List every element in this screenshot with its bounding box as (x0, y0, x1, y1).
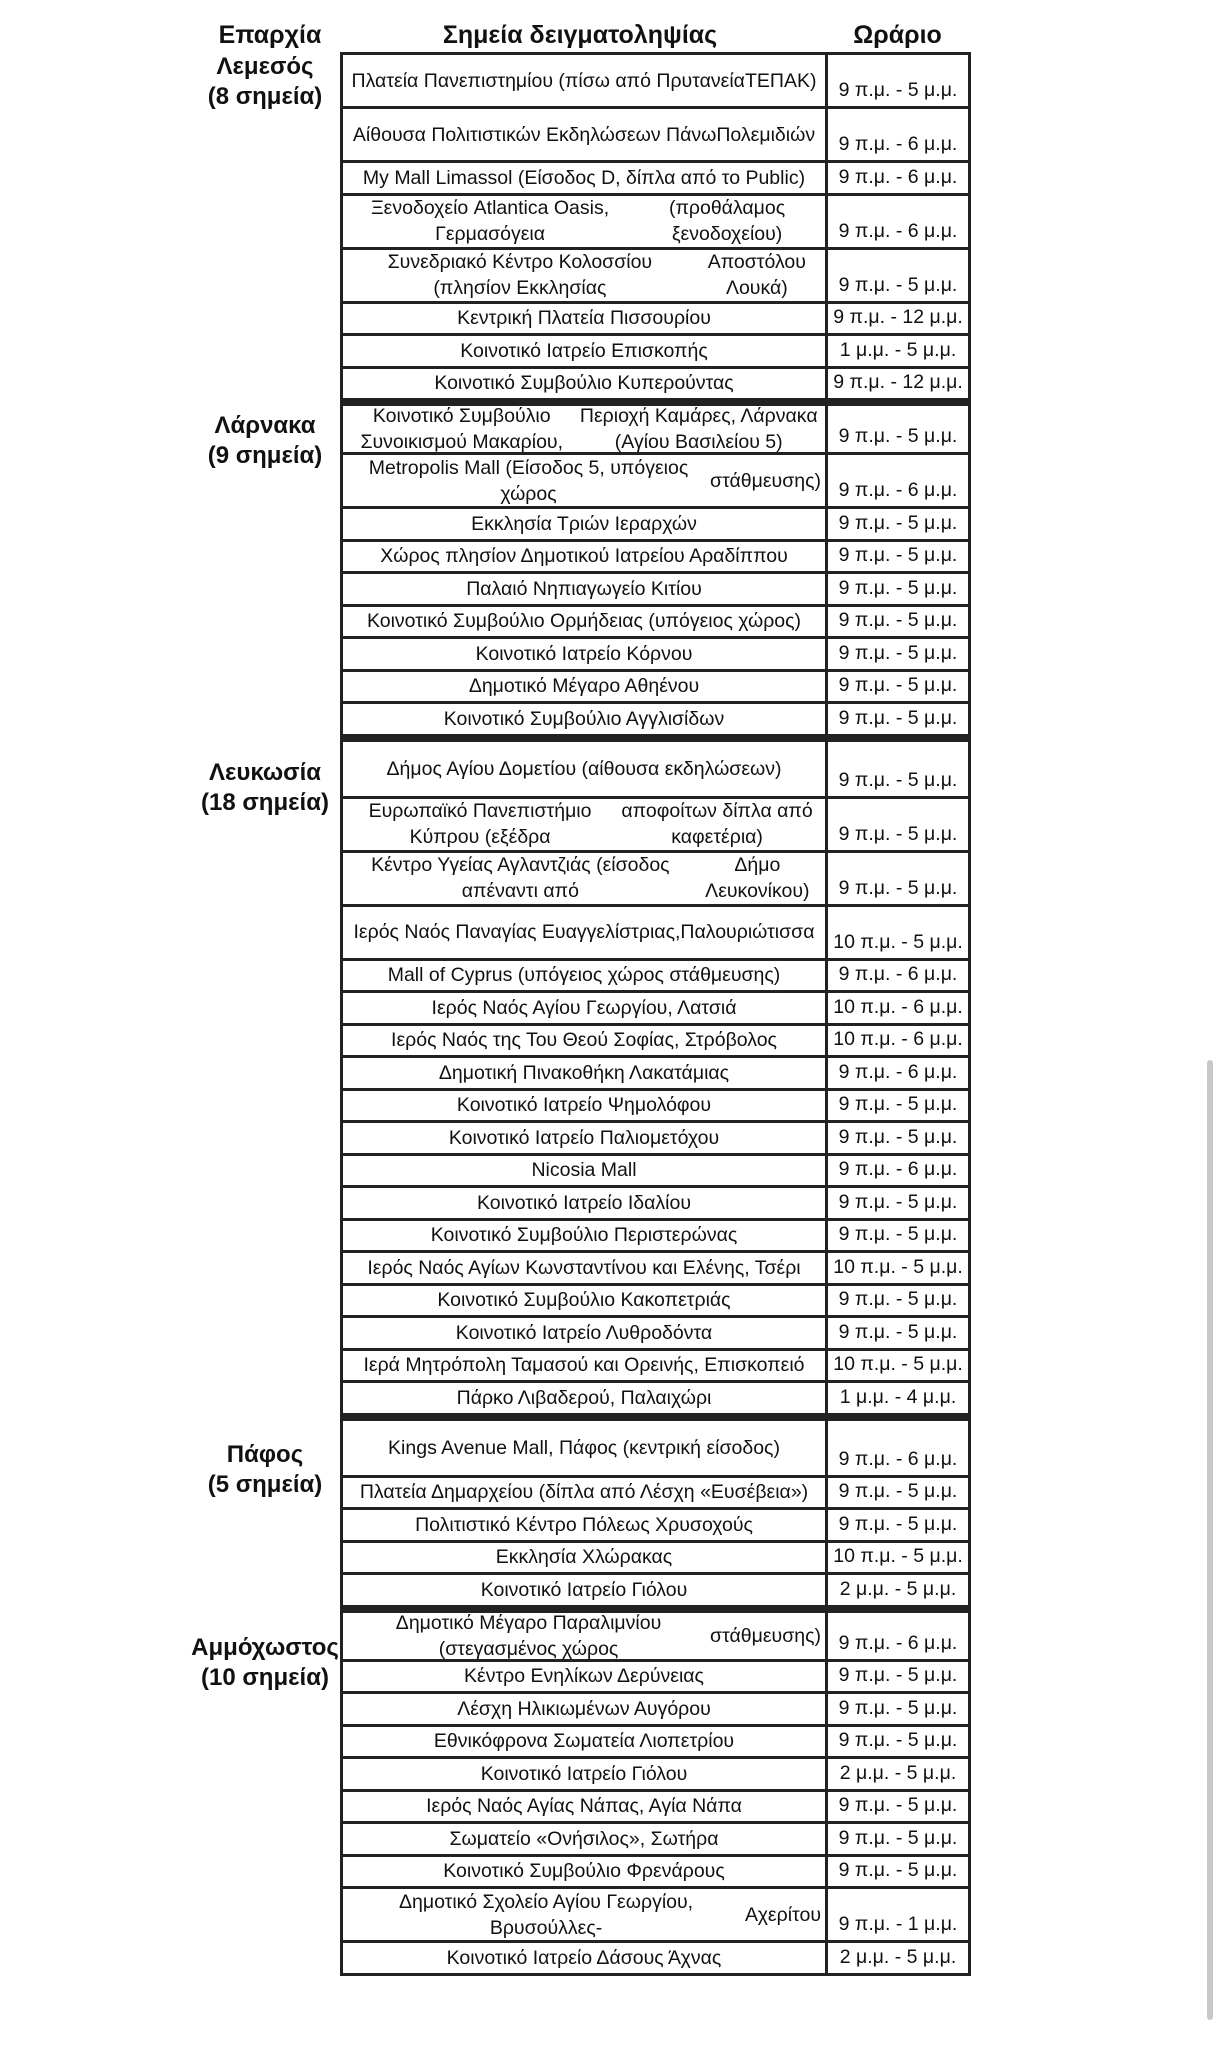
location-line: Κοινοτικό Ιατρείο Ιδαλίου (477, 1191, 691, 1214)
table-row (343, 1759, 968, 1792)
sampling-location (343, 1026, 828, 1056)
table-row (343, 1608, 968, 1662)
sampling-location (343, 853, 828, 904)
sampling-location (343, 1351, 828, 1381)
region-name: Λάρνακα (214, 412, 316, 439)
sampling-location (343, 304, 828, 334)
opening-hours: 10 π.μ. - 5 μ.μ. (833, 1545, 963, 1567)
location-line: στάθμευσης) (710, 469, 821, 492)
location-line: Κοινοτικό Ιατρείο Γιόλου (480, 1762, 688, 1785)
table-row (343, 1510, 968, 1543)
sampling-location (343, 704, 828, 734)
table-row (343, 1792, 968, 1825)
location-line: Κοινοτικό Συμβούλιο Συνοικισμού Μακαρίου, (360, 405, 564, 453)
table-row (343, 109, 968, 163)
table-row (343, 542, 968, 575)
sampling-location (343, 369, 828, 399)
sampling-location (343, 639, 828, 669)
location-line: (προθάλαμος ξενοδοχείου) (668, 197, 786, 245)
opening-hours: 9 π.μ. - 5 μ.μ. (838, 1696, 958, 1719)
table-row (343, 55, 968, 109)
location-line: Δημοτικό Σχολείο Αγίου Γεωργίου, Βρυσούλλες- (398, 1890, 694, 1939)
location-line: Κοινοτικό Συμβούλιο Φρενάρους (443, 1860, 725, 1883)
opening-hours: 9 π.μ. - 5 μ.μ. (838, 1826, 958, 1849)
opening-hours: 9 π.μ. - 6 μ.μ. (838, 1447, 958, 1470)
table-row (343, 853, 968, 907)
location-line: Κοινοτικό Ιατρείο Λυθροδόντα (455, 1321, 713, 1344)
location-line: Ιερός Ναός Αγίου Γεωργίου, Λατσιά (431, 996, 737, 1019)
sampling-location (343, 574, 828, 604)
opening-hours: 9 π.μ. - 5 μ.μ. (838, 1093, 958, 1115)
table-row (343, 1478, 968, 1511)
location-line: Ιερά Μητρόπολη Ταμασού και Ορεινής, Επισκοπειό (363, 1354, 805, 1377)
location-line: Δημοτική Πινακοθήκη Λακατάμιας (438, 1061, 730, 1084)
sampling-location (343, 961, 828, 991)
opening-hours: 9 π.μ. - 5 μ.μ. (838, 273, 958, 296)
table-row (343, 304, 968, 337)
sampling-location (343, 509, 828, 539)
location-line: Πολιτιστικό Κέντρο Πόλεως Χρυσοχούς (415, 1513, 753, 1536)
sampling-location (343, 1824, 828, 1854)
sampling-location (343, 109, 828, 160)
region-famagusta (160, 1633, 370, 1693)
region-name: Πάφος (226, 1441, 304, 1468)
sampling-points-table (340, 52, 971, 1976)
sampling-location (343, 1943, 828, 1973)
location-line: Παλαιό Νηπιαγωγείο Κιτίου (466, 577, 702, 600)
location-line: Δημοτικό Μέγαρο Αθηένου (468, 675, 700, 698)
location-line: Κοινοτικό Ιατρείο Κόρνου (475, 642, 693, 665)
sampling-location (343, 163, 828, 193)
table-row (343, 1058, 968, 1091)
location-line: Συνεδριακό Κέντρο Κολοσσίου (πλησίον Εκκλησίας (387, 251, 653, 299)
sampling-location (343, 672, 828, 702)
table-row (343, 1156, 968, 1189)
opening-hours: 9 π.μ. - 6 μ.μ. (838, 133, 958, 155)
sampling-location (343, 1792, 828, 1822)
sampling-location (343, 799, 828, 850)
table-row (343, 369, 968, 402)
sampling-location (343, 196, 828, 247)
sampling-location (343, 1058, 828, 1088)
sampling-location (343, 1421, 828, 1475)
region-count: (9 σημεία) (207, 442, 323, 469)
region-limassol (160, 52, 370, 112)
opening-hours: 2 μ.μ. - 5 μ.μ. (839, 1577, 957, 1600)
location-line: Ευρωπαϊκό Πανεπιστήμιο Κύπρου (εξέδρα (368, 800, 592, 848)
opening-hours: 9 π.μ. - 5 μ.μ. (838, 1794, 958, 1816)
sampling-location (343, 1543, 828, 1573)
location-line: Δημοτικό Μέγαρο Παραλιμνίου (στεγασμένος χώρος (395, 1611, 662, 1660)
location-line: αποφοίτων δίπλα από καφετέρια) (621, 800, 813, 848)
table-row (343, 1727, 968, 1760)
opening-hours: 9 π.μ. - 5 μ.μ. (838, 706, 958, 729)
opening-hours: 9 π.μ. - 5 μ.μ. (838, 609, 958, 631)
location-line: My Mall Limassol (Είσοδος D, δίπλα από το Public) (362, 166, 806, 189)
location-line: Ξενοδοχείο Atlantica Oasis, Γερμασόγεια (371, 197, 610, 245)
table-row (343, 799, 968, 853)
location-line: Αίθουσα Πολιτιστικών Εκδηλώσεων Πάνω (352, 123, 717, 146)
opening-hours: 9 π.μ. - 5 μ.μ. (838, 1859, 958, 1881)
location-line: Πολεμιδιών (716, 123, 816, 146)
table-row (343, 455, 968, 509)
table-row (343, 1188, 968, 1221)
location-line: Εκκλησία Τριών Ιεραρχών (471, 512, 697, 535)
sampling-location (343, 1091, 828, 1121)
location-line: Χώρος πλησίον Δημοτικού Ιατρείου Αραδίππου (380, 545, 788, 568)
opening-hours: 9 π.μ. - 6 μ.μ. (838, 1631, 958, 1654)
table-row (343, 1694, 968, 1727)
region-paphos (160, 1440, 370, 1500)
header-sampling-points: Σημεία δειγματοληψίας (442, 21, 718, 49)
location-line: Κοινοτικό Ιατρείο Ψημολόφου (456, 1094, 712, 1117)
location-line: Mall of Cyprus (υπόγειος χώρος στάθμευσης) (387, 964, 781, 987)
location-line: Ιερός Ναός Αγίων Κωνσταντίνου και Ελένης, Τσέρι (367, 1256, 801, 1279)
sampling-location (343, 1575, 828, 1605)
table-row (343, 1889, 968, 1943)
sampling-location (343, 1286, 828, 1316)
opening-hours: 9 π.μ. - 5 μ.μ. (838, 511, 958, 534)
table-row (343, 1857, 968, 1890)
opening-hours: 9 π.μ. - 5 μ.μ. (838, 544, 958, 566)
sampling-location (343, 542, 828, 572)
table-row (343, 1253, 968, 1286)
opening-hours: 9 π.μ. - 12 μ.μ. (833, 371, 963, 393)
table-row (343, 1662, 968, 1695)
table-row (343, 1575, 968, 1608)
location-line: Σωματείο «Ονήσιλος», Σωτήρα (449, 1827, 719, 1850)
location-line: ΤΕΠΑΚ) (744, 69, 817, 92)
opening-hours: 10 π.μ. - 5 μ.μ. (833, 1353, 963, 1375)
location-line: Κοινοτικό Συμβούλιο Κυπερούντας (434, 372, 734, 395)
sampling-location (343, 1694, 828, 1724)
opening-hours: 9 π.μ. - 6 μ.μ. (838, 219, 958, 242)
region-larnaca (160, 411, 370, 471)
location-line: Κέντρο Ενηλίκων Δερύνειας (464, 1665, 704, 1688)
sampling-location (343, 1889, 828, 1940)
location-line: Ιερός Ναός Αγίας Νάπας, Αγία Νάπα (426, 1795, 742, 1818)
opening-hours: 9 π.μ. - 5 μ.μ. (838, 876, 958, 899)
location-line: Εθνικόφρονα Σωματεία Λιοπετρίου (433, 1730, 735, 1753)
region-count: (10 σημεία) (201, 1664, 329, 1691)
table-row (343, 993, 968, 1026)
location-line: Παλουριώτισσα (680, 921, 815, 943)
opening-hours: 9 π.μ. - 5 μ.μ. (838, 822, 958, 845)
opening-hours: 9 π.μ. - 6 μ.μ. (838, 1158, 958, 1180)
region-name: Λευκωσία (208, 759, 322, 786)
location-line: Πάρκο Λιβαδερού, Παλαιχώρι (456, 1386, 712, 1409)
table-row (343, 1943, 968, 1976)
opening-hours: 10 π.μ. - 5 μ.μ. (833, 930, 963, 953)
header-hours: Ωράριο (853, 21, 942, 49)
location-line: Δήμος Αγίου Δομετίου (αίθουσα εκδηλώσεων) (386, 757, 782, 780)
table-row (343, 737, 968, 799)
sampling-location (343, 1123, 828, 1153)
opening-hours: 1 μ.μ. - 4 μ.μ. (839, 1385, 957, 1408)
opening-hours: 9 π.μ. - 5 μ.μ. (838, 641, 958, 664)
opening-hours: 9 π.μ. - 12 μ.μ. (833, 306, 963, 328)
table-row (343, 574, 968, 607)
sampling-location (343, 250, 828, 301)
opening-hours: 10 π.μ. - 5 μ.μ. (833, 1255, 963, 1278)
location-line: Ιερός Ναός της Του Θεού Σοφίας, Στρόβολος (391, 1029, 777, 1052)
opening-hours: 9 π.μ. - 5 μ.μ. (838, 768, 958, 791)
sampling-location (343, 55, 828, 106)
opening-hours: 9 π.μ. - 6 μ.μ. (838, 165, 958, 188)
sampling-location (343, 1727, 828, 1757)
location-line: Κοινοτικό Ιατρείο Δάσους Άχνας (446, 1946, 722, 1969)
table-row (343, 1123, 968, 1156)
table-row (343, 672, 968, 705)
region-nicosia (160, 758, 370, 818)
table-row (343, 639, 968, 672)
table-row (343, 509, 968, 542)
table-row (343, 1221, 968, 1254)
sampling-location (343, 455, 828, 506)
table-row (343, 1318, 968, 1351)
table-row (343, 250, 968, 304)
opening-hours: 9 π.μ. - 5 μ.μ. (838, 1320, 958, 1343)
table-row (343, 1416, 968, 1478)
opening-hours: 10 π.μ. - 6 μ.μ. (833, 1028, 963, 1050)
sampling-location (343, 1478, 828, 1508)
region-count: (5 σημεία) (207, 1471, 323, 1498)
location-line: Δήμο Λευκονίκου) (705, 854, 810, 902)
sampling-location (343, 907, 828, 958)
table-row (343, 907, 968, 961)
sampling-location (343, 1857, 828, 1887)
table-row (343, 336, 968, 369)
location-line: Κοινοτικό Συμβούλιο Κακοπετριάς (437, 1289, 731, 1312)
sampling-location (343, 336, 828, 366)
sampling-location (343, 1318, 828, 1348)
table-row (343, 1543, 968, 1576)
sampling-location (343, 1383, 828, 1413)
opening-hours: 2 μ.μ. - 5 μ.μ. (839, 1761, 957, 1784)
opening-hours: 9 π.μ. - 5 μ.μ. (838, 1125, 958, 1148)
table-row (343, 401, 968, 455)
location-line: Αχερίτου (745, 1903, 821, 1926)
opening-hours: 9 π.μ. - 5 μ.μ. (838, 1288, 958, 1310)
location-line: Εκκλησία Χλώρακας (495, 1546, 673, 1569)
table-row (343, 961, 968, 994)
table-row (343, 1091, 968, 1124)
opening-hours: 9 π.μ. - 5 μ.μ. (838, 1664, 958, 1686)
location-line: Κοινοτικό Συμβούλιο Αγγλισίδων (443, 707, 725, 730)
location-line: Κοινοτικό Συμβούλιο Ορμήδειας (υπόγειος χώρος) (366, 610, 802, 633)
opening-hours: 9 π.μ. - 5 μ.μ. (838, 1190, 958, 1213)
location-line: Πλατεία Δημαρχείου (δίπλα από Λέσχη «Ευσέβεια») (359, 1481, 809, 1504)
opening-hours: 9 π.μ. - 6 μ.μ. (838, 1060, 958, 1083)
opening-hours: 2 μ.μ. - 5 μ.μ. (839, 1945, 957, 1968)
sampling-location (343, 1510, 828, 1540)
opening-hours: 9 π.μ. - 5 μ.μ. (838, 1512, 958, 1535)
table-row (343, 1351, 968, 1384)
sampling-location (343, 1221, 828, 1251)
sampling-location (343, 1156, 828, 1186)
location-line: Κοινοτικό Ιατρείο Επισκοπής (460, 339, 708, 362)
table-row (343, 704, 968, 737)
sampling-location (343, 1662, 828, 1692)
opening-hours: 1 μ.μ. - 5 μ.μ. (839, 338, 957, 361)
sampling-location (343, 607, 828, 637)
table-row (343, 1824, 968, 1857)
location-line: Κέντρο Υγείας Αγλαντζιάς (είσοδος απέναντι από (371, 854, 670, 902)
header-region: Επαρχία (218, 21, 322, 49)
table-row (343, 196, 968, 250)
opening-hours: 9 π.μ. - 5 μ.μ. (838, 674, 958, 696)
sampling-location (343, 1759, 828, 1789)
opening-hours: 9 π.μ. - 6 μ.μ. (838, 963, 958, 985)
opening-hours: 10 π.μ. - 6 μ.μ. (833, 995, 963, 1018)
table-row (343, 1383, 968, 1416)
location-line: Ιερός Ναός Παναγίας Ευαγγελίστριας, (353, 921, 681, 943)
region-name: Αμμόχωστος (191, 1634, 339, 1661)
opening-hours: 9 π.μ. - 5 μ.μ. (838, 576, 958, 599)
sampling-location (343, 1613, 828, 1659)
table-row (343, 607, 968, 640)
location-line: Λέσχη Ηλικιωμένων Αυγόρου (457, 1697, 711, 1720)
opening-hours: 9 π.μ. - 6 μ.μ. (838, 479, 958, 501)
table-row (343, 1026, 968, 1059)
sampling-location (343, 742, 828, 796)
opening-hours: 9 π.μ. - 5 μ.μ. (838, 1729, 958, 1751)
location-line: Πλατεία Πανεπιστημίου (πίσω από Πρυτανεία (351, 69, 745, 92)
vertical-scrollbar[interactable] (1207, 1060, 1213, 2020)
sampling-location (343, 406, 828, 452)
sampling-location (343, 1253, 828, 1283)
location-line: Kings Avenue Mall, Πάφος (κεντρική είσοδος) (388, 1436, 780, 1459)
sampling-location (343, 1188, 828, 1218)
location-line: Αποστόλου Λουκά) (707, 251, 806, 299)
location-line: Κοινοτικό Συμβούλιο Περιστερώνας (430, 1224, 738, 1247)
location-line: Κεντρική Πλατεία Πισσουρίου (457, 307, 711, 330)
region-count: (18 σημεία) (201, 789, 329, 816)
opening-hours: 9 π.μ. - 5 μ.μ. (838, 425, 958, 447)
region-name: Λεμεσός (216, 53, 314, 80)
location-line: Nicosia Mall (531, 1159, 637, 1182)
opening-hours: 9 π.μ. - 5 μ.μ. (838, 79, 958, 101)
region-count: (8 σημεία) (207, 83, 323, 110)
opening-hours: 9 π.μ. - 1 μ.μ. (838, 1913, 958, 1935)
table-row (343, 163, 968, 196)
sampling-location (343, 993, 828, 1023)
opening-hours: 9 π.μ. - 5 μ.μ. (838, 1223, 958, 1245)
location-line: στάθμευσης) (710, 1624, 821, 1647)
opening-hours: 9 π.μ. - 5 μ.μ. (838, 1480, 958, 1502)
location-line: Περιοχή Καμάρες, Λάρνακα (Αγίου Βασιλείου 5) (579, 405, 818, 453)
location-line: Κοινοτικό Ιατρείο Γιόλου (480, 1578, 688, 1601)
location-line: Κοινοτικό Ιατρείο Παλιομετόχου (448, 1126, 720, 1149)
table-row (343, 1286, 968, 1319)
location-line: Metropolis Mall (Είσοδος 5, υπόγειος χώρος (368, 456, 689, 505)
